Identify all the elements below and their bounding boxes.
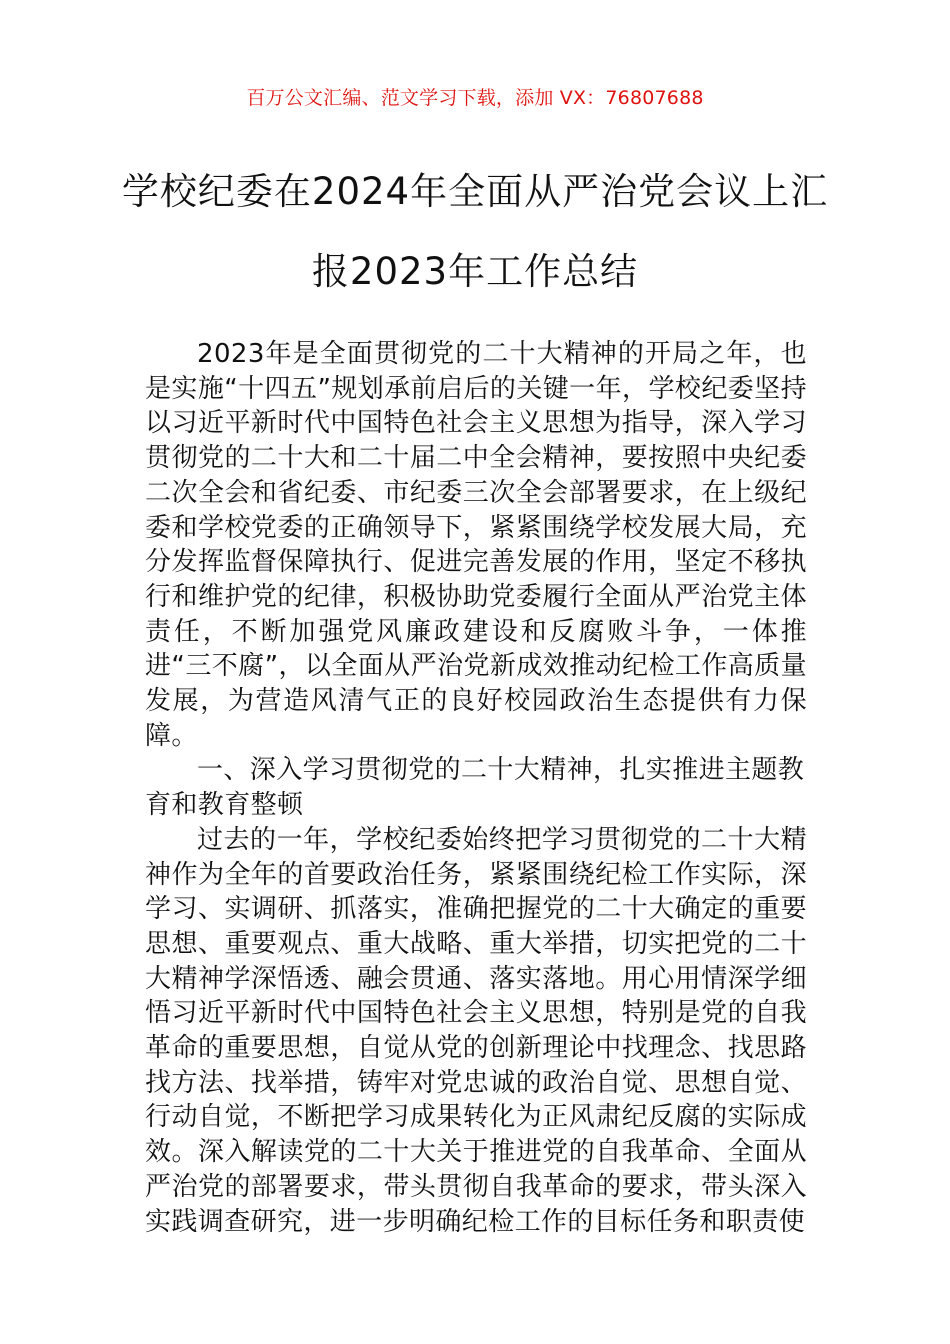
section-paragraph: 过去的一年，学校纪委始终把学习贯彻党的二十大精神作为全年的首要政治任务，紧紧围绕纪检工作实际，深学习、实调研、抓落实，准确把握党的二十大确定的重要思想、重要观点、重大战略、重大举措，切实把党的二十大精神学深悟透、融会贯通、落实落地。用心用情深学细悟习近平新时代中国特色社会主义思想，特别是党的自我革命的重要思想，自觉从党的创新理论中找理念、找思路找方法、找举措，铸牢对党忠诚的政治自觉、思想自觉、行动自觉，不断把学习成果转化为正风肃纪反腐的实际成效。深入解读党的二十大关于推进党的自我革命、全面从严治党的部署要求，带头贯彻自我革命的要求，带头深入实践调查研究，进一步明确纪检工作的目标任务和职责使 (145, 824, 807, 1237)
section-heading: 一、深入学习贯彻党的二十大精神，扎实推进主题教育和教育整顿 (145, 755, 805, 821)
intro-paragraph: 2023年是全面贯彻党的二十大精神的开局之年，也是实施“十四五”规划承前启后的关键一年，学校纪委坚持以习近平新时代中国特色社会主义思想为指导，深入学习贯彻党的二十大和二十届二中全会精神，要按照中央纪委二次全会和省纪委、市纪委三次全会部署要求，在上级纪委和学校党委的正确领导下，紧紧围绕学校发展大局，充分发挥监督保障执行、促进完善发展的作用，坚定不移执行和维护党的纪律，积极协助党委履行全面从严治党主体责任，不断加强党风廉政建设和反腐败斗争，一体推进“三不腐”，以全面从严治党新成效推动纪检工作高质量发展，为营造风清气正的良好校园政治生态提供有力保障。 (145, 339, 807, 751)
document-title: 学校纪委在2024年全面从严治党会议上汇报2023年工作总结 (121, 170, 829, 293)
document-body (145, 337, 807, 1239)
download-banner: 百万公文汇编、范文学习下载，添加 VX：76807688 (246, 87, 704, 109)
